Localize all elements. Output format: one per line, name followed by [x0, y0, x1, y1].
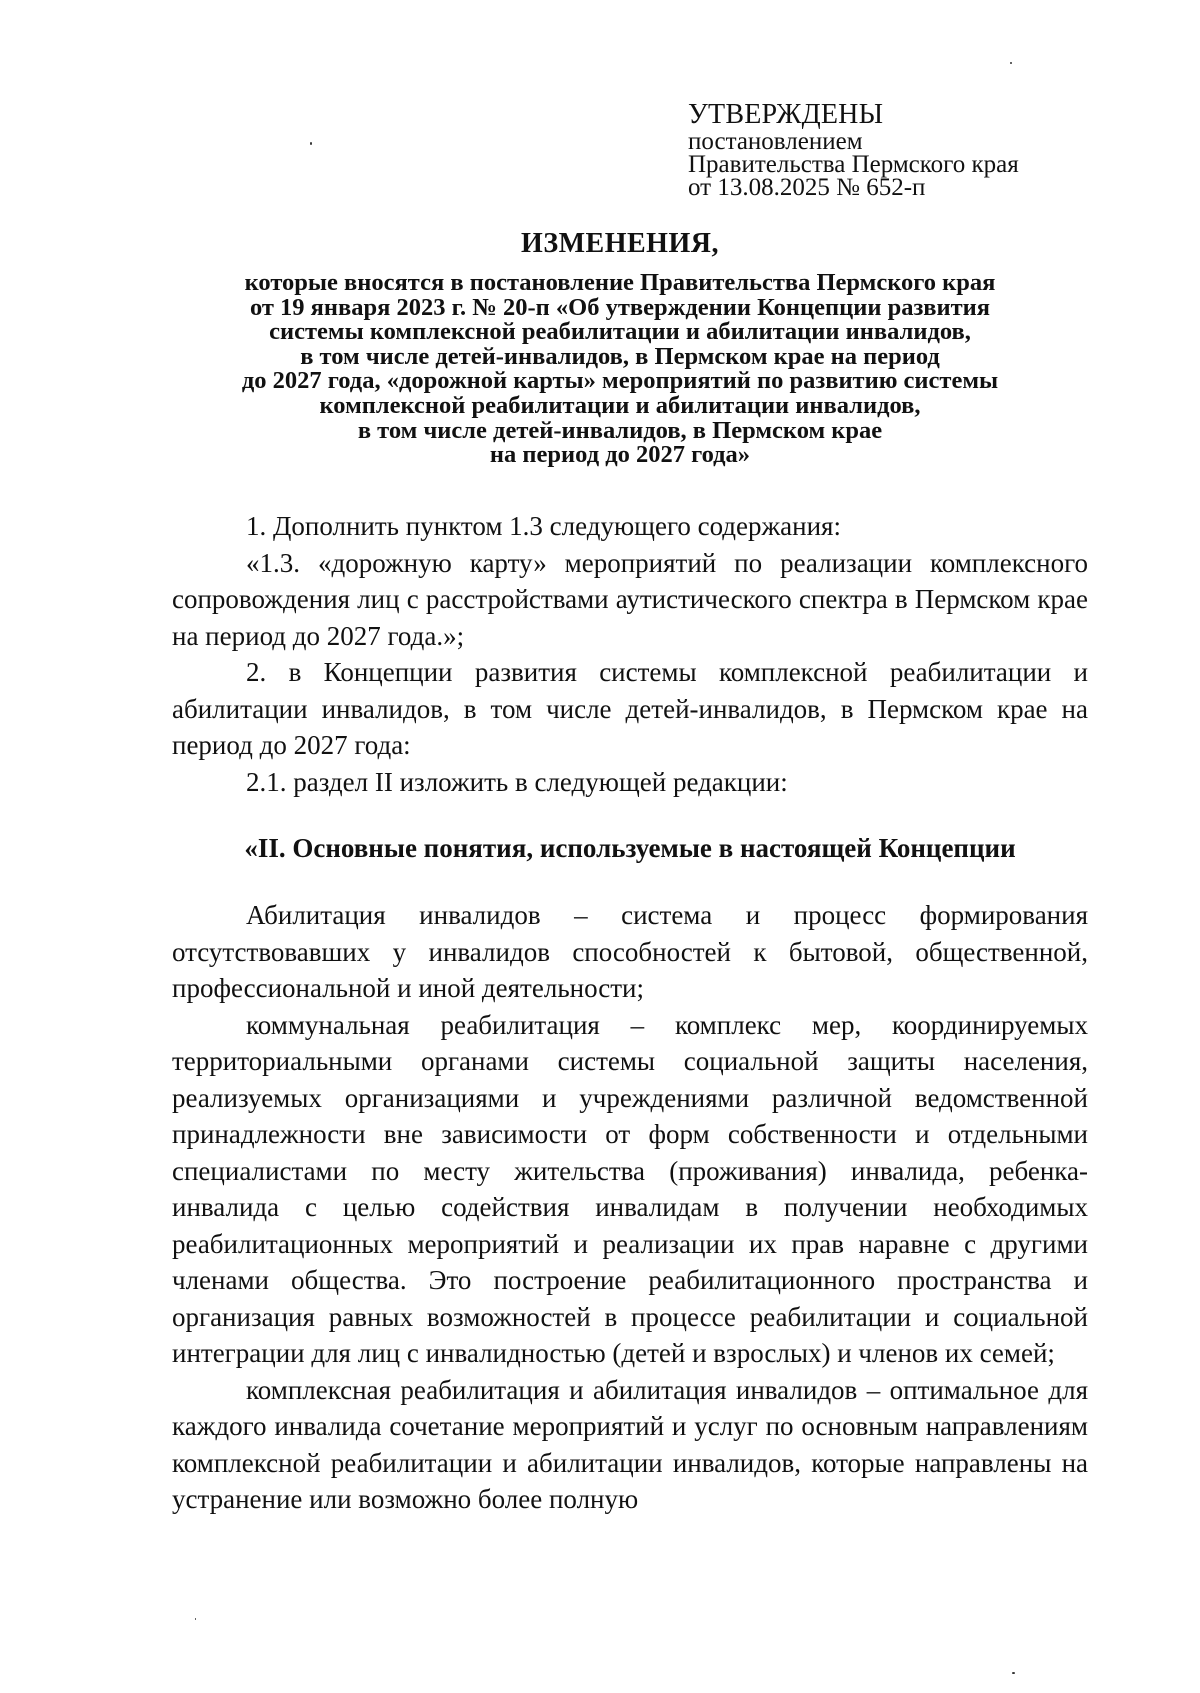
subtitle-line-1: которые вносятся в постановление Правительства Пермского края	[244, 269, 996, 296]
paragraph-item-1: 1. Дополнить пунктом 1.3 следующего содержания:	[246, 511, 841, 541]
approval-line-1: постановлением	[688, 128, 863, 155]
definition-community-rehabilitation: коммунальная реабилитация – комплекс мер, координируемых территориальными органами системы социальной защиты населения, реализуемых организациями и учреждениями различной ведомственной принадлежности вне зависимости от форм собственности и отдельными специалистами по месту жительства (проживания) инвалида, ребенка-инвалида с целью содействия инвалидам в получении необходимых реабилитационных мероприятий и реализации их прав наравне с другими членами общества. Это построение реабилитационного пространства и организация равных возможностей в процессе реабилитации и социальной интеграции для лиц с инвалидностью (детей и взрослых) и членов их семей;	[172, 1009, 1088, 1368]
document-subtitle	[150, 271, 1090, 468]
section-heading: «II. Основные понятия, используемые в настоящей Концепции	[244, 833, 1016, 863]
definition-habilitation: Абилитация инвалидов – система и процесс формирования отсутствовавших у инвалидов способностей к бытовой, общественной, профессиональной и иной деятельности;	[172, 900, 1088, 1003]
subtitle-line-7: в том числе детей-инвалидов, в Пермском крае	[357, 416, 883, 444]
subtitle-line-3: системы комплексной реабилитации и абилитации инвалидов,	[269, 318, 971, 346]
scan-speck	[1010, 62, 1012, 64]
document-body	[172, 508, 1088, 1518]
paragraph-item-2: 2. в Концепции развития системы комплексной реабилитации и абилитации инвалидов, в том числе детей-инвалидов, в Пермском крае на период до 2027 года:	[172, 657, 1088, 760]
subtitle-line-8: на период до 2027 года»	[489, 441, 751, 469]
subtitle-line-5: до 2027 года, «дорожной карты» мероприятий по развитию системы	[241, 367, 999, 395]
paragraph-item-2-1: 2.1. раздел II изложить в следующей редакции:	[246, 766, 788, 797]
approval-line-3: от 13.08.2025 № 652-п	[688, 174, 926, 201]
scan-speck	[310, 142, 312, 145]
subtitle-line-4: в том числе детей-инвалидов, в Пермском крае на период	[300, 342, 940, 370]
subtitle-line-2: от 19 января 2023 г. № 20-п «Об утверждении Концепции развития	[249, 293, 991, 321]
approval-line-2: Правительства Пермского края	[688, 151, 1019, 178]
document-title: ИЗМЕНЕНИЯ,	[521, 228, 719, 259]
paragraph-item-1-3: «1.3. «дорожную карту» мероприятий по реализации комплексного сопровождения лиц с расстройствами аутистического спектра в Пермском крае на период до 2027 года.»;	[172, 547, 1088, 651]
approval-stamp-block	[688, 100, 1128, 199]
definition-complex-rehabilitation: комплексная реабилитация и абилитация инвалидов – оптимальное для каждого инвалида сочетание мероприятий и услуг по основным направлениям комплексной реабилитации и абилитации инвалидов, которые направлены на устранение или возможно более полную	[172, 1374, 1088, 1514]
approval-title: УТВЕРЖДЕНЫ	[688, 99, 884, 130]
scan-speck	[195, 1618, 196, 1620]
subtitle-line-6: комплексной реабилитации и абилитации инвалидов,	[319, 391, 921, 419]
scan-speck	[1012, 1672, 1015, 1674]
